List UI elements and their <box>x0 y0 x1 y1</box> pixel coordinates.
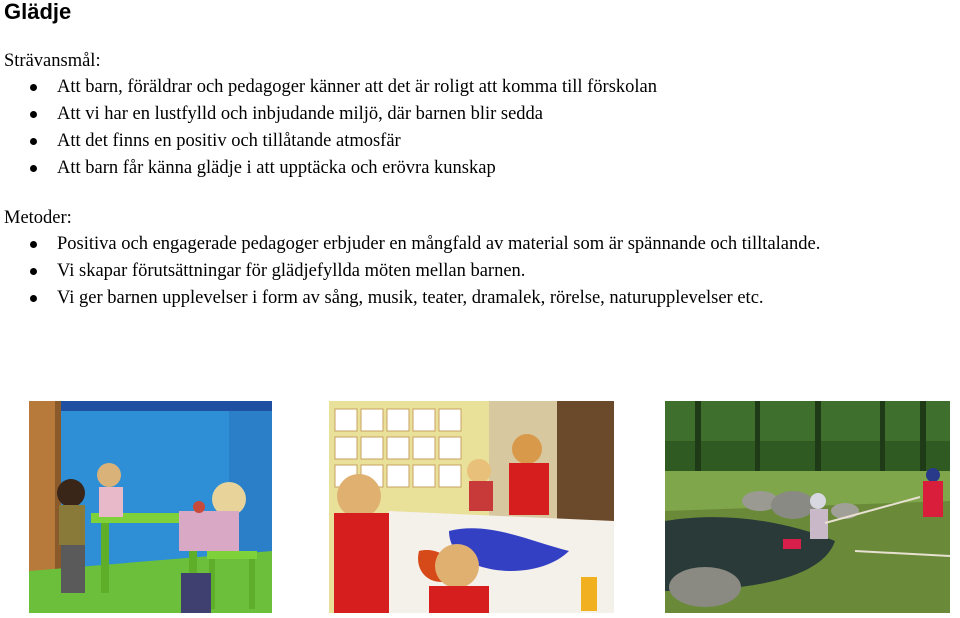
bullet-icon <box>30 241 37 248</box>
painting-photo <box>329 401 614 613</box>
list-item <box>0 231 820 258</box>
goal-text: Att barn får känna glädje i att upptäcka och erövra kunskap <box>57 158 496 178</box>
bullet-icon <box>30 111 37 118</box>
methods-heading: Metoder: <box>4 208 72 228</box>
list-item <box>0 285 820 312</box>
bullet-icon <box>30 295 37 302</box>
method-text: Positiva och engagerade pedagoger erbjuder en mångfald av material som är spännande och tilltalande. <box>57 234 821 254</box>
list-item <box>0 101 657 128</box>
bullet-icon <box>30 138 37 145</box>
list-item <box>0 258 820 285</box>
goals-heading: Strävansmål: <box>4 51 101 71</box>
list-item <box>0 74 657 101</box>
list-item <box>0 155 657 182</box>
playroom-photo <box>29 401 272 613</box>
method-text: Vi skapar förutsättningar för glädjefyllda möten mellan barnen. <box>57 261 526 281</box>
goal-text: Att det finns en positiv och tillåtande atmosfär <box>57 131 401 151</box>
list-item <box>0 128 657 155</box>
goal-text: Att barn, föräldrar och pedagoger känner att det är roligt att komma till förskolan <box>57 77 658 97</box>
methods-list <box>0 231 820 312</box>
goal-text: Att vi har en lustfylld och inbjudande miljö, där barnen blir sedda <box>57 104 544 124</box>
bullet-icon <box>30 165 37 172</box>
bullet-icon <box>30 84 37 91</box>
page-title: Glädje <box>4 0 72 24</box>
goals-list <box>0 74 657 182</box>
method-text: Vi ger barnen upplevelser i form av sång, musik, teater, dramalek, rörelse, naturupplevelser etc. <box>57 288 764 308</box>
bullet-icon <box>30 268 37 275</box>
nature-photo <box>665 401 950 613</box>
